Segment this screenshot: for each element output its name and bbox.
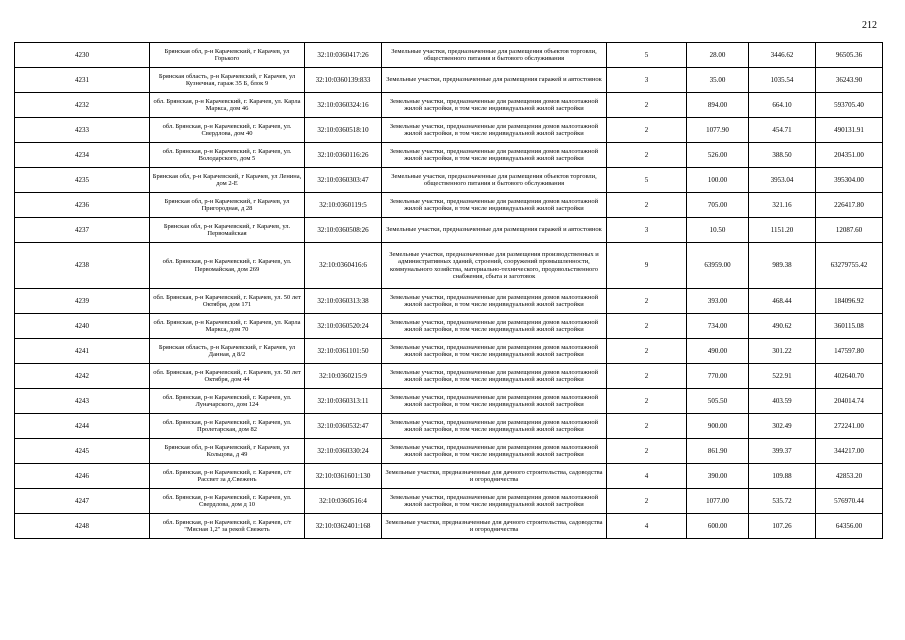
table-row	[15, 168, 883, 193]
cadastral-value-cell: 204351.00	[816, 143, 883, 168]
specific-value-cell: 321.16	[749, 193, 816, 218]
group-cell: 2	[607, 439, 687, 464]
cadastral-number-cell: 32:10:0360303:47	[305, 168, 382, 193]
cadastral-value-cell: 64356.00	[816, 514, 883, 539]
address-cell: Брянская обл, р-н Карачевский, г Карачев, ул Горького	[150, 43, 305, 68]
table-row	[15, 414, 883, 439]
specific-value-cell: 1035.54	[749, 68, 816, 93]
cadastral-value-cell: 272241.00	[816, 414, 883, 439]
specific-value-cell: 403.59	[749, 389, 816, 414]
address-cell: обл. Брянская, р-н Карачевский, г. Карачев, с/т Рассвет за д.Свеженъ	[150, 464, 305, 489]
group-cell: 9	[607, 243, 687, 289]
group-cell: 2	[607, 389, 687, 414]
row-number-cell: 4238	[15, 243, 150, 289]
specific-value-cell: 109.88	[749, 464, 816, 489]
row-number-cell: 4237	[15, 218, 150, 243]
row-number-cell: 4240	[15, 314, 150, 339]
cadastral-number-cell: 32:10:0362401:168	[305, 514, 382, 539]
cadastral-value-cell: 402640.70	[816, 364, 883, 389]
area-cell: 490.00	[687, 339, 749, 364]
specific-value-cell: 468.44	[749, 289, 816, 314]
group-cell: 2	[607, 314, 687, 339]
group-cell: 2	[607, 93, 687, 118]
land-use-cell: Земельные участки, предназначенные для размещения домов малоэтажной жилой застройки, в том числе индивидуальной жилой застройки	[382, 489, 607, 514]
row-number-cell: 4244	[15, 414, 150, 439]
cadastral-value-cell: 490131.91	[816, 118, 883, 143]
area-cell: 705.00	[687, 193, 749, 218]
land-use-cell: Земельные участки, предназначенные для размещения домов малоэтажной жилой застройки, в том числе индивидуальной жилой застройки	[382, 314, 607, 339]
land-use-cell: Земельные участки, предназначенные для дачного строительства, садоводства и огородничества	[382, 514, 607, 539]
group-cell: 2	[607, 289, 687, 314]
specific-value-cell: 664.10	[749, 93, 816, 118]
table-row	[15, 339, 883, 364]
address-cell: обл. Брянская, р-н Карачевский, г. Карачев, ул. Свердлова, дом д 10	[150, 489, 305, 514]
row-number-cell: 4232	[15, 93, 150, 118]
specific-value-cell: 1151.20	[749, 218, 816, 243]
area-cell: 390.00	[687, 464, 749, 489]
land-use-cell: Земельные участки, предназначенные для размещения домов малоэтажной жилой застройки, в том числе индивидуальной жилой застройки	[382, 339, 607, 364]
address-cell: обл. Брянская, р-н Карачевский, г. Карачев, ул. Свердлова, дом 40	[150, 118, 305, 143]
cadastral-number-cell: 32:10:0360532:47	[305, 414, 382, 439]
row-number-cell: 4245	[15, 439, 150, 464]
group-cell: 2	[607, 489, 687, 514]
specific-value-cell: 388.50	[749, 143, 816, 168]
area-cell: 35.00	[687, 68, 749, 93]
area-cell: 526.00	[687, 143, 749, 168]
row-number-cell: 4242	[15, 364, 150, 389]
row-number-cell: 4234	[15, 143, 150, 168]
table-row	[15, 68, 883, 93]
row-number-cell: 4235	[15, 168, 150, 193]
address-cell: Брянская обл, р-н Карачевский, г Карачев, ул Ленина, дом 2-Е	[150, 168, 305, 193]
specific-value-cell: 107.26	[749, 514, 816, 539]
specific-value-cell: 535.72	[749, 489, 816, 514]
land-use-cell: Земельные участки, предназначенные для размещения объектов торговли, общественного питания и бытового обслуживания	[382, 168, 607, 193]
land-use-cell: Земельные участки, предназначенные для размещения домов малоэтажной жилой застройки, в том числе индивидуальной жилой застройки	[382, 289, 607, 314]
table-row	[15, 118, 883, 143]
area-cell: 393.00	[687, 289, 749, 314]
cadastral-number-cell: 32:10:0361101:50	[305, 339, 382, 364]
cadastral-value-cell: 96505.36	[816, 43, 883, 68]
table-row	[15, 43, 883, 68]
group-cell: 2	[607, 118, 687, 143]
land-use-cell: Земельные участки, предназначенные для размещения производственных и административных зданий, строений, сооружений промышленности, коммунального хозяйства, материально-технического, продовольственного снабжения, сбыта и заготовок	[382, 243, 607, 289]
cadastral-number-cell: 32:10:0360416:6	[305, 243, 382, 289]
table-row	[15, 389, 883, 414]
group-cell: 5	[607, 168, 687, 193]
land-use-cell: Земельные участки, предназначенные для размещения домов малоэтажной жилой застройки, в том числе индивидуальной жилой застройки	[382, 439, 607, 464]
table-row	[15, 93, 883, 118]
specific-value-cell: 3446.62	[749, 43, 816, 68]
cadastral-number-cell: 32:10:0360139:833	[305, 68, 382, 93]
area-cell: 770.00	[687, 364, 749, 389]
cadastral-value-cell: 42853.20	[816, 464, 883, 489]
cadastral-number-cell: 32:10:0360518:10	[305, 118, 382, 143]
specific-value-cell: 3953.04	[749, 168, 816, 193]
cadastral-number-cell: 32:10:0361601:130	[305, 464, 382, 489]
cadastral-number-cell: 32:10:0360330:24	[305, 439, 382, 464]
area-cell: 505.50	[687, 389, 749, 414]
address-cell: обл. Брянская, р-н Карачевский, г. Карачев, ул. 50 лет Октября, дом 171	[150, 289, 305, 314]
land-use-cell: Земельные участки, предназначенные для размещения гаражей и автостоянок	[382, 68, 607, 93]
table-row	[15, 193, 883, 218]
area-cell: 894.00	[687, 93, 749, 118]
cadastral-number-cell: 32:10:0360516:4	[305, 489, 382, 514]
cadastral-value-cell: 226417.80	[816, 193, 883, 218]
cadastral-number-cell: 32:10:0360119:5	[305, 193, 382, 218]
address-cell: обл. Брянская, р-н Карачевский, г. Карачев, ул. 50 лет Октября, дом 44	[150, 364, 305, 389]
group-cell: 4	[607, 464, 687, 489]
cadastral-number-cell: 32:10:0360520:24	[305, 314, 382, 339]
table-row	[15, 464, 883, 489]
group-cell: 3	[607, 218, 687, 243]
specific-value-cell: 399.37	[749, 439, 816, 464]
specific-value-cell: 301.22	[749, 339, 816, 364]
group-cell: 2	[607, 364, 687, 389]
area-cell: 10.50	[687, 218, 749, 243]
address-cell: Брянская обл, р-н Карачевский, г Карачев, ул Пригородная, д 28	[150, 193, 305, 218]
address-cell: Брянская область, р-н Карачевский, г Карачев, ул Данная, д 8/2	[150, 339, 305, 364]
row-number-cell: 4246	[15, 464, 150, 489]
group-cell: 3	[607, 68, 687, 93]
table-row	[15, 364, 883, 389]
address-cell: Брянская обл, р-н Карачевский, г Карачев, ул Кольцова, д 49	[150, 439, 305, 464]
land-use-cell: Земельные участки, предназначенные для размещения домов малоэтажной жилой застройки, в том числе индивидуальной жилой застройки	[382, 93, 607, 118]
cadastral-number-cell: 32:10:0360508:26	[305, 218, 382, 243]
specific-value-cell: 989.38	[749, 243, 816, 289]
row-number-cell: 4230	[15, 43, 150, 68]
land-use-cell: Земельные участки, предназначенные для размещения домов малоэтажной жилой застройки, в том числе индивидуальной жилой застройки	[382, 193, 607, 218]
area-cell: 861.90	[687, 439, 749, 464]
cadastral-value-cell: 63279755.42	[816, 243, 883, 289]
group-cell: 2	[607, 339, 687, 364]
address-cell: обл. Брянская, р-н Карачевский, г. Карачев, ул. Карла Маркса, дом 46	[150, 93, 305, 118]
cadastral-value-cell: 593705.40	[816, 93, 883, 118]
group-cell: 2	[607, 143, 687, 168]
cadastral-value-cell: 395304.00	[816, 168, 883, 193]
cadastral-number-cell: 32:10:0360116:26	[305, 143, 382, 168]
row-number-cell: 4247	[15, 489, 150, 514]
cadastral-value-cell: 12087.60	[816, 218, 883, 243]
table-row	[15, 439, 883, 464]
land-use-cell: Земельные участки, предназначенные для размещения домов малоэтажной жилой застройки, в том числе индивидуальной жилой застройки	[382, 143, 607, 168]
cadastral-value-cell: 147597.80	[816, 339, 883, 364]
address-cell: Брянская обл, р-н Карачевский, г Карачев, ул. Первомайская	[150, 218, 305, 243]
table-row	[15, 314, 883, 339]
specific-value-cell: 490.62	[749, 314, 816, 339]
specific-value-cell: 454.71	[749, 118, 816, 143]
group-cell: 4	[607, 514, 687, 539]
land-use-cell: Земельные участки, предназначенные для размещения домов малоэтажной жилой застройки, в том числе индивидуальной жилой застройки	[382, 364, 607, 389]
cadastral-number-cell: 32:10:0360417:26	[305, 43, 382, 68]
address-cell: обл. Брянская, р-н Карачевский, г. Карачев, ул. Карла Маркса, дом 70	[150, 314, 305, 339]
row-number-cell: 4233	[15, 118, 150, 143]
cadastral-value-cell: 360115.08	[816, 314, 883, 339]
cadastral-number-cell: 32:10:0360313:11	[305, 389, 382, 414]
cadastral-number-cell: 32:10:0360215:9	[305, 364, 382, 389]
area-cell: 600.00	[687, 514, 749, 539]
area-cell: 100.00	[687, 168, 749, 193]
address-cell: обл. Брянская, р-н Карачевский, г. Карачев, ул. Пролетарская, дом 82	[150, 414, 305, 439]
address-cell: обл. Брянская, р-н Карачевский, г. Карачев, ул. Первомайская, дом 269	[150, 243, 305, 289]
land-use-cell: Земельные участки, предназначенные для дачного строительства, садоводства и огородничества	[382, 464, 607, 489]
cadastral-value-cell: 184096.92	[816, 289, 883, 314]
table-row	[15, 489, 883, 514]
cadastral-value-cell: 204014.74	[816, 389, 883, 414]
address-cell: обл. Брянская, р-н Карачевский, г. Карачев, ул. Луначарского, дом 124	[150, 389, 305, 414]
area-cell: 734.00	[687, 314, 749, 339]
row-number-cell: 4243	[15, 389, 150, 414]
row-number-cell: 4236	[15, 193, 150, 218]
row-number-cell: 4231	[15, 68, 150, 93]
address-cell: Брянская область, р-н Карачевский, г Карачев, ул Кузнечная, гараж 35 Б, блок 9	[150, 68, 305, 93]
table-row	[15, 243, 883, 289]
row-number-cell: 4248	[15, 514, 150, 539]
area-cell: 28.00	[687, 43, 749, 68]
specific-value-cell: 522.91	[749, 364, 816, 389]
land-use-cell: Земельные участки, предназначенные для размещения домов малоэтажной жилой застройки, в том числе индивидуальной жилой застройки	[382, 118, 607, 143]
row-number-cell: 4241	[15, 339, 150, 364]
land-use-cell: Земельные участки, предназначенные для размещения гаражей и автостоянок	[382, 218, 607, 243]
specific-value-cell: 302.49	[749, 414, 816, 439]
group-cell: 5	[607, 43, 687, 68]
area-cell: 63959.00	[687, 243, 749, 289]
table-row	[15, 218, 883, 243]
table-row	[15, 289, 883, 314]
land-use-cell: Земельные участки, предназначенные для размещения объектов торговли, общественного питания и бытового обслуживания	[382, 43, 607, 68]
cadastral-value-cell: 576970.44	[816, 489, 883, 514]
area-cell: 1077.00	[687, 489, 749, 514]
cadastral-number-cell: 32:10:0360313:38	[305, 289, 382, 314]
table-row	[15, 143, 883, 168]
cadastral-value-cell: 36243.90	[816, 68, 883, 93]
land-use-cell: Земельные участки, предназначенные для размещения домов малоэтажной жилой застройки, в том числе индивидуальной жилой застройки	[382, 389, 607, 414]
page-number: 212	[862, 20, 877, 31]
land-use-cell: Земельные участки, предназначенные для размещения домов малоэтажной жилой застройки, в том числе индивидуальной жилой застройки	[382, 414, 607, 439]
cadastral-number-cell: 32:10:0360324:16	[305, 93, 382, 118]
area-cell: 1077.90	[687, 118, 749, 143]
group-cell: 2	[607, 414, 687, 439]
address-cell: обл. Брянская, р-н Карачевский, г. Карачев, с/т "Мясная 1,2" за рекой Свежеть	[150, 514, 305, 539]
table-row	[15, 514, 883, 539]
area-cell: 900.00	[687, 414, 749, 439]
cadastral-value-table	[14, 42, 883, 539]
address-cell: обл. Брянская, р-н Карачевский, г. Карачев, ул. Володарского, дом 5	[150, 143, 305, 168]
group-cell: 2	[607, 193, 687, 218]
row-number-cell: 4239	[15, 289, 150, 314]
cadastral-value-cell: 344217.00	[816, 439, 883, 464]
table-body	[15, 43, 883, 539]
